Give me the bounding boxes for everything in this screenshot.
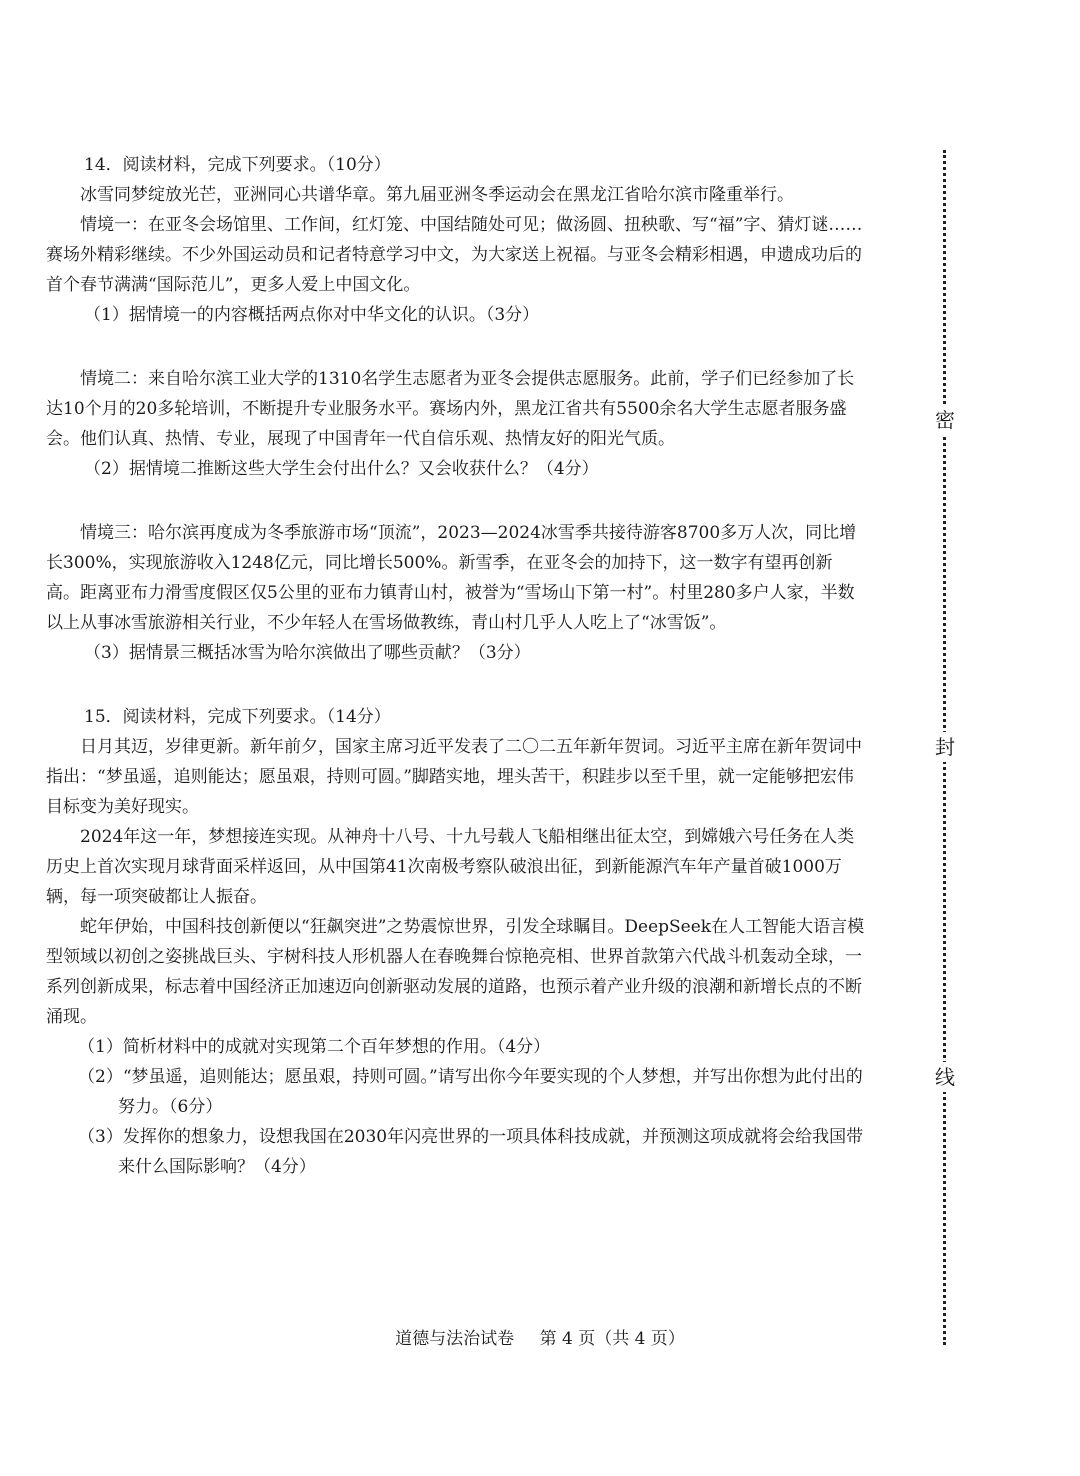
- footer-page-number: 第 4 页（共 4 页）: [539, 1329, 685, 1349]
- question-15-sub-2: （2）“梦虽遥，追则能达；愿虽艰，持则可圆。”请写出你今年要实现的个人梦想，并写出你想为此付出的努力。（6分）: [78, 1067, 863, 1117]
- seal-char-xian: 线: [930, 1062, 960, 1092]
- question-14-scene-1: 情境一：在亚冬会场馆里、工作间，红灯笼、中国结随处可见；做汤圆、扭秧歌、写“福”字、猜灯谜……赛场外精彩继续。不少外国运动员和记者特意学习中文，为大家送上祝福。与亚冬会精彩相遇，申遗成功后的首个春节满满“国际范儿”，更多人爱上中国文化。: [46, 215, 863, 295]
- binding-seal-line: [930, 150, 960, 1345]
- exam-content: [46, 150, 866, 1182]
- question-14-scene-3: 情境三：哈尔滨再度成为冬季旅游市场“顶流”，2023—2024冰雪季共接待游客8700多万人次，同比增长300%，实现旅游收入1248亿元，同比增长500%。新雪季，在亚冬会的加持下，这一数字有望再创新高。距离亚布力滑雪度假区仅5公里的亚布力镇青山村，被誉为“雪场山下第一村”。村里280多户人家，半数以上从事冰雪旅游相关行业，不少年轻人在雪场做教练，青山村几乎人人吃上了“冰雪饭”。: [46, 523, 857, 633]
- question-15-para-3: 蛇年伊始，中国科技创新便以“狂飙突进”之势震惊世界，引发全球瞩目。DeepSeek在人工智能大语言模型领域以初创之姿挑战巨头、宇树科技人形机器人在春晚舞台惊艳亮相、世界首款第六代战斗机轰动全球，一系列创新成果，标志着中国经济正加速迈向创新驱动发展的道路，也预示着产业升级的浪潮和新增长点的不断涌现。: [46, 917, 865, 1027]
- footer-subject: 道德与法治试卷: [395, 1329, 515, 1349]
- question-15-title: 15．阅读材料，完成下列要求。（14分）: [84, 707, 391, 727]
- question-14-sub-3: （3）据情景三概括冰雪为哈尔滨做出了哪些贡献？（3分）: [84, 643, 531, 663]
- question-14-sub-1: （1）据情境一的内容概括两点你对中华文化的认识。（3分）: [84, 305, 540, 325]
- page-footer: [0, 1324, 1080, 1349]
- question-14-intro: 冰雪同梦绽放光芒，亚洲同心共谱华章。第九届亚洲冬季运动会在黑龙江省哈尔滨市隆重举行。: [80, 185, 794, 205]
- question-14-title: 14．阅读材料，完成下列要求。（10分）: [84, 155, 391, 175]
- question-14-scene-2: 情境二：来自哈尔滨工业大学的1310名学生志愿者为亚冬会提供志愿服务。此前，学子们已经参加了长达10个月的20多轮培训，不断提升专业服务水平。赛场内外，黑龙江省共有5500余名大学生志愿者服务盛会。他们认真、热情、专业，展现了中国青年一代自信乐观、热情友好的阳光气质。: [46, 369, 855, 449]
- question-15-para-1: 日月其迈，岁律更新。新年前夕，国家主席习近平发表了二〇二五年新年贺词。习近平主席在新年贺词中指出：“梦虽遥，追则能达；愿虽艰，持则可圆。”脚踏实地，埋头苦干，积跬步以至千里，就一定能够把宏伟目标变为美好现实。: [46, 737, 862, 817]
- question-15-sub-1: （1）简析材料中的成就对实现第二个百年梦想的作用。（4分）: [78, 1037, 551, 1057]
- seal-char-feng: 封: [930, 732, 960, 762]
- seal-char-mi: 密: [930, 405, 960, 435]
- question-15-para-2: 2024年这一年，梦想接连实现。从神舟十八号、十九号载人飞船相继出征太空，到嫦娥六号任务在人类历史上首次实现月球背面采样返回，从中国第41次南极考察队破浪出征，到新能源汽车年产量首破1000万辆，每一项突破都让人振奋。: [46, 827, 855, 907]
- question-15-sub-3: （3）发挥你的想象力，设想我国在2030年闪亮世界的一项具体科技成就，并预测这项成就将会给我国带来什么国际影响？（4分）: [78, 1127, 864, 1177]
- question-14-sub-2: （2）据情境二推断这些大学生会付出什么？又会收获什么？（4分）: [84, 459, 599, 479]
